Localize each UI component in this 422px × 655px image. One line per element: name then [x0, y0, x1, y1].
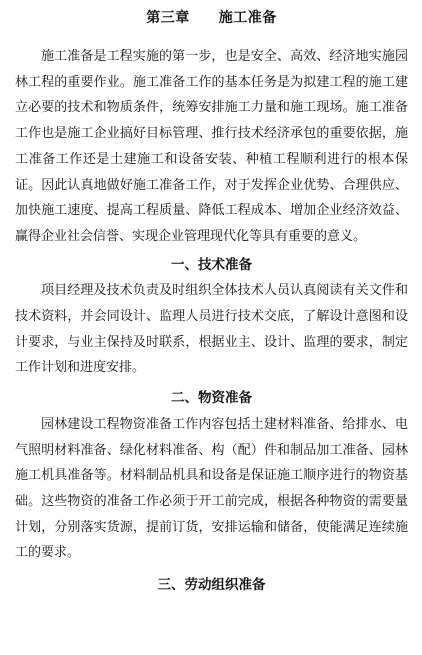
section-heading-technical: 一、技术准备 — [171, 256, 252, 273]
section-paragraph-materials: 园林建设工程物资准备工作内容包括土建材料准备、给排水、电气照明材料准备、绿化材料准备、构（配）件和制品加工准备、园林施工机具准备等。材料制品机具和设备是保证施工顺序进行的物资基础。这些物资的准备工作必须于开工前完成，根据各种物资的需要量计划，分别落实货源，提前订货，安排运输和储备，使能满足连续施工的要求。 — [15, 416, 408, 561]
section-heading-labor: 三、劳动组织准备 — [157, 577, 266, 594]
section-heading-materials: 二、物资准备 — [171, 390, 252, 407]
intro-paragraph: 施工准备是工程实施的第一步，也是安全、高效、经济地实施园林工程的重要作业。施工准备工作的基本任务是为拟建工程的施工建立必要的技术和物质条件，统筹安排施工力量和施工现场。施工准备工作也是施工企业搞好目标管理、推行技术经济承包的重要依据，施工准备工作还是土建施工和设备安装、种植工程顺利进行的根本保证。因此认真地做好施工准备工作，对于发挥企业优势、合理供应、加快施工速度、提高工程质量、降低工程成本、增加企业经济效益、赢得企业社会信誉、实现企业管理现代化等具有重要的意义。 — [15, 49, 408, 244]
section-paragraph-technical: 项目经理及技术负责及时组织全体技术人员认真阅读有关文件和技术资料，并会同设计、监理人员进行技术交底，了解设计意图和设计要求，与业主保持及时联系，根据业主、设计、监理的要求，制定工作计划和进度安排。 — [15, 283, 408, 376]
chapter-title: 第三章 施工准备 — [146, 10, 277, 26]
